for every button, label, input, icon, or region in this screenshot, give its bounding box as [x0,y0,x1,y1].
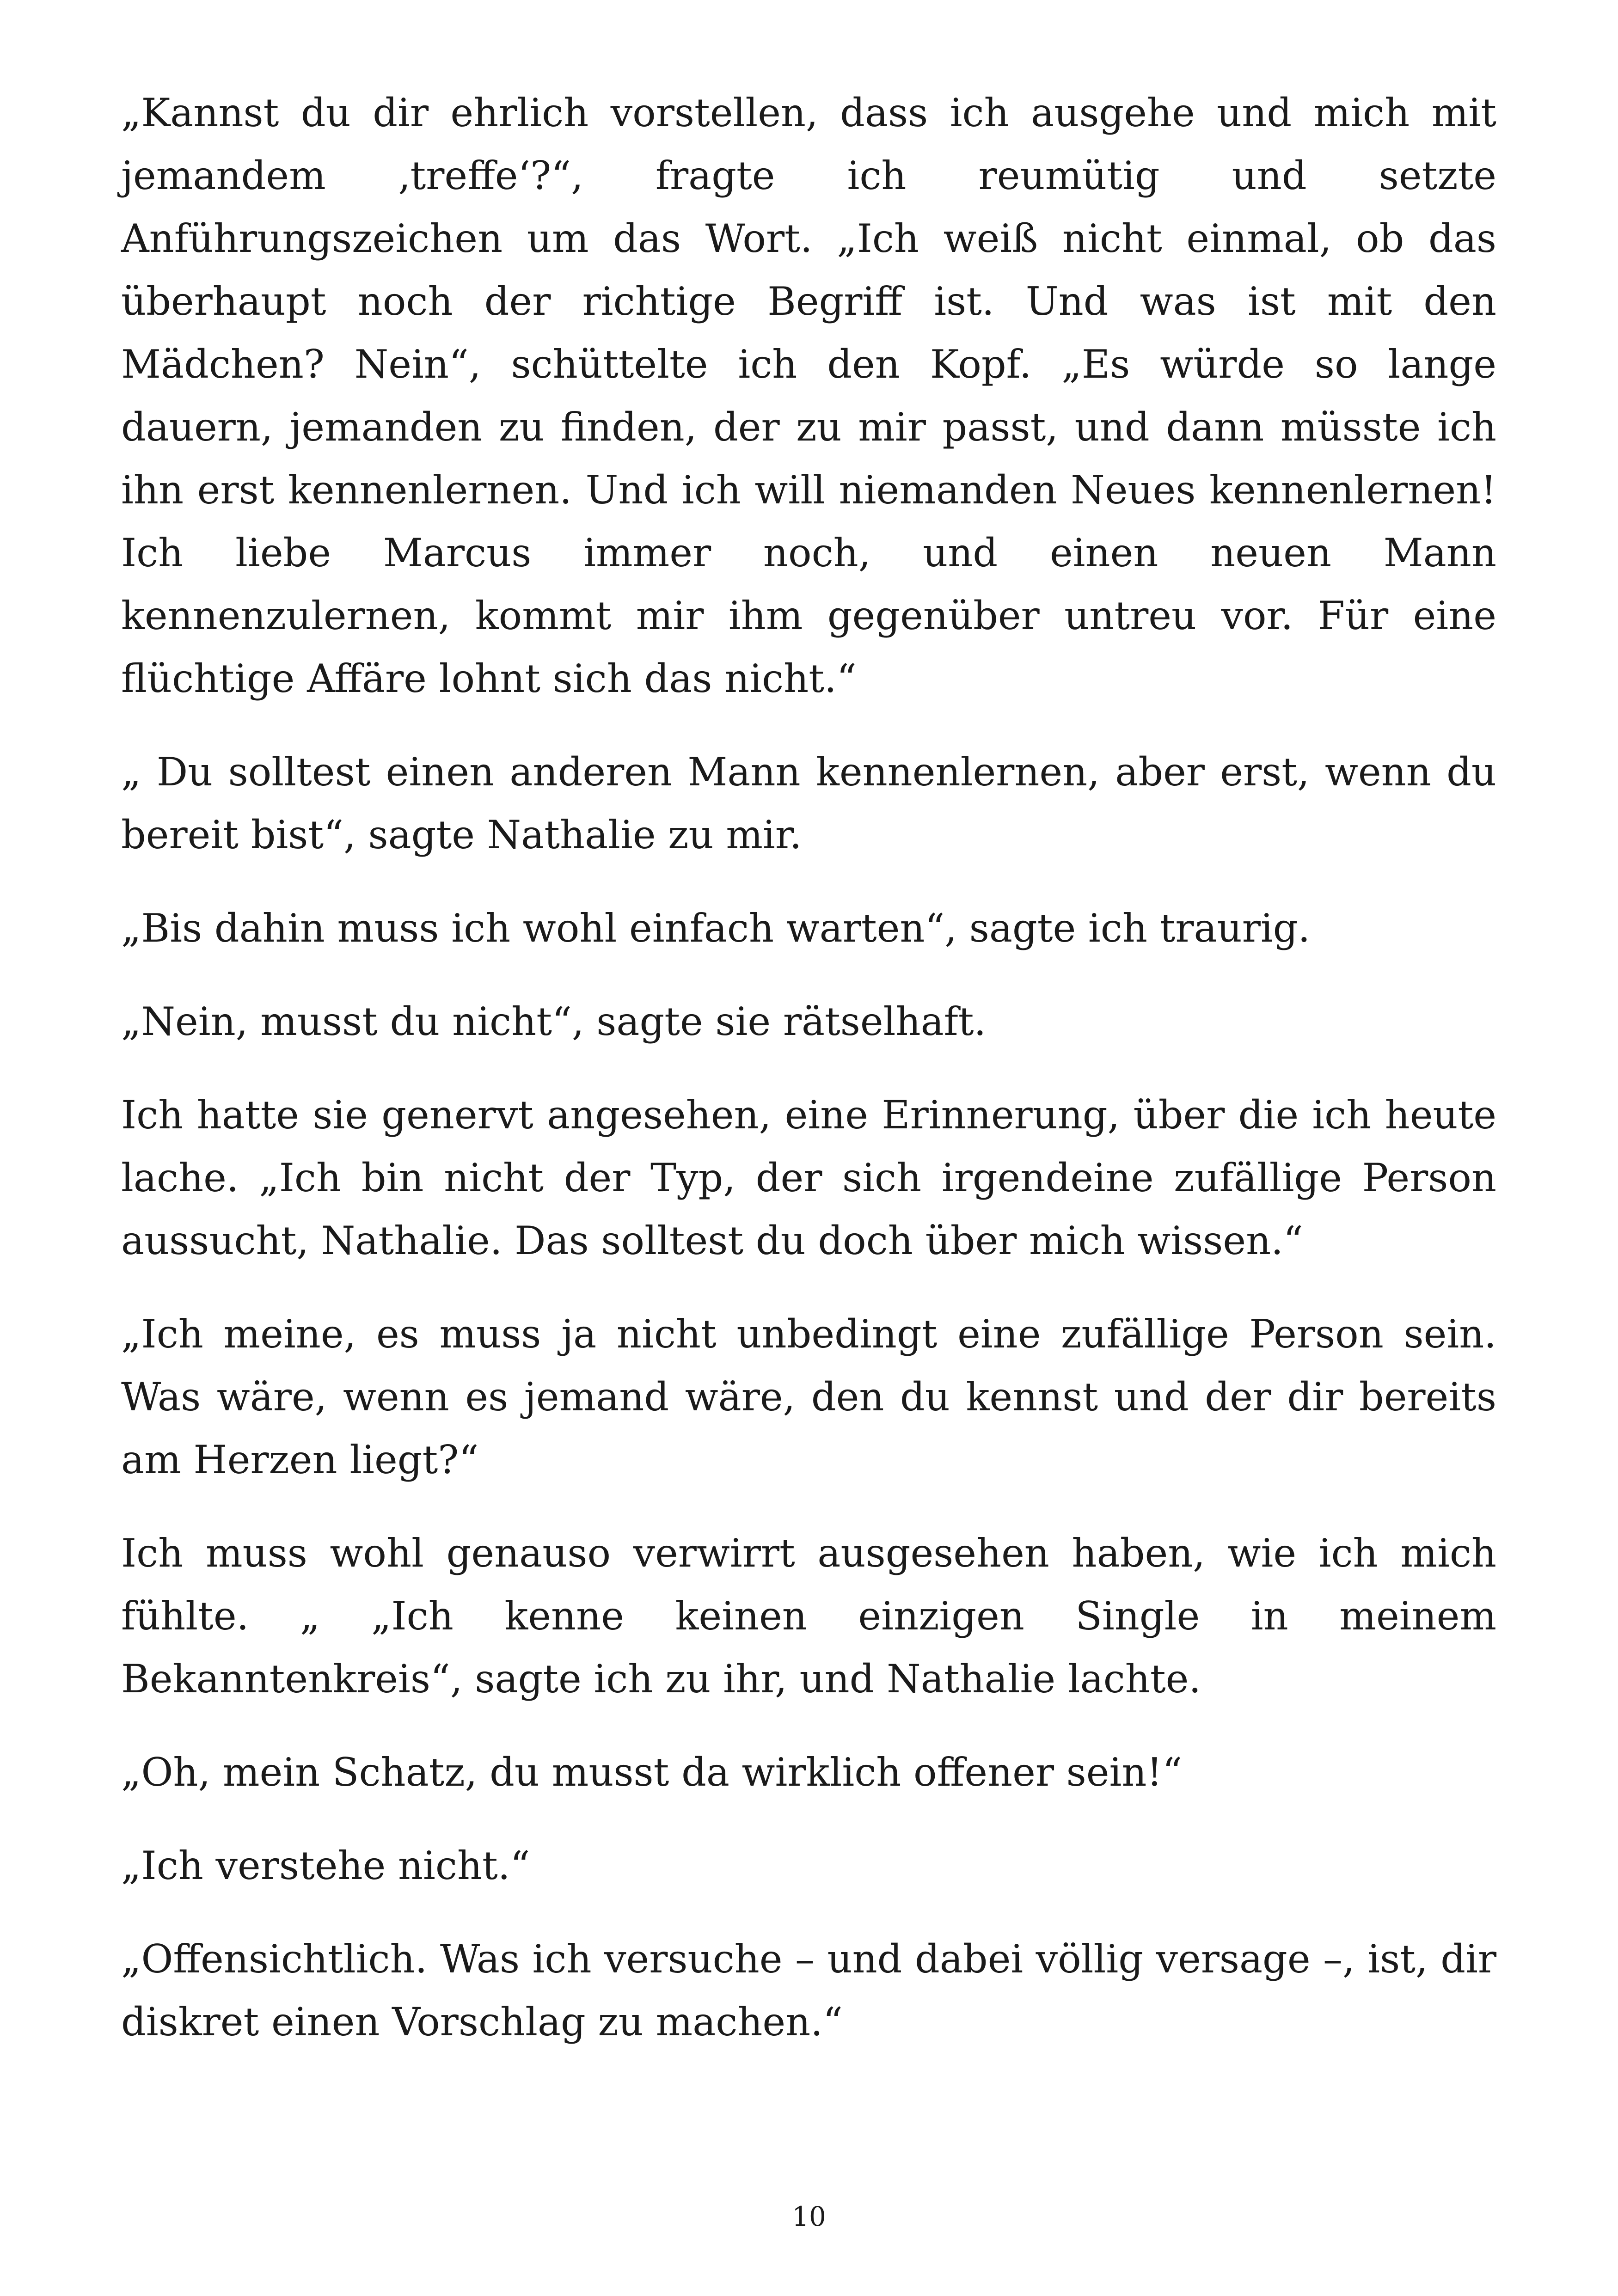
paragraph-4: „Nein, musst du nicht“, sagte sie rätselhaft. [121,999,987,1044]
page-number: 10 [792,2201,826,2232]
body-text [121,81,1496,2084]
paragraph-10: „Offensichtlich. Was ich versuche – und dabei völlig versage –, ist, dir diskret einen Vorschlag zu machen.“ [121,1936,1496,2045]
paragraph-3: „Bis dahin muss ich wohl einfach warten“, sagte ich traurig. [121,906,1311,951]
paragraph-1: „Kannst du dir ehrlich vorstellen, dass ich ausgehe und mich mit jemandem ‚treffe‘?“, fragte ich reumütig und setzte Anführungszeichen um das Wort. „Ich weiß nicht einmal, ob das überhaupt noch der richtige Begriff ist. Und was ist mit den Mädchen? Nein“, schüttelte ich den Kopf. „Es würde so lange dauern, jemanden zu finden, der zu mir passt, und dann müsste ich ihn erst kennenlernen. Und ich will niemanden Neues kennenlernen! Ich liebe Marcus immer noch, und einen neuen Mann kennenzulernen, kommt mir ihm gegenüber untreu vor. Für eine flüchtige Affäre lohnt sich das nicht.“ [121,90,1496,701]
paragraph-5: Ich hatte sie genervt angesehen, eine Erinnerung, über die ich heute lache. „Ich bin nicht der Typ, der sich irgendeine zufällige Person aussucht, Nathalie. Das solltest du doch über mich wissen.“ [121,1092,1496,1263]
paragraph-6: „Ich meine, es muss ja nicht unbedingt eine zufällige Person sein. Was wäre, wenn es jemand wäre, den du kennst und der dir bereits am Herzen liegt?“ [121,1311,1496,1482]
paragraph-8: „Oh, mein Schatz, du musst da wirklich offener sein!“ [121,1750,1183,1795]
paragraph-2: „ Du solltest einen anderen Mann kennenlernen, aber erst, wenn du bereit bist“, sagte Nathalie zu mir. [121,749,1496,857]
paragraph-9: „Ich verstehe nicht.“ [121,1843,530,1888]
paragraph-7: Ich muss wohl genauso verwirrt ausgesehen haben, wie ich mich fühlte. „ „Ich kenne keinen einzigen Single in meinem Bekanntenkreis“, sagte ich zu ihr, und Nathalie lachte. [121,1531,1496,1702]
